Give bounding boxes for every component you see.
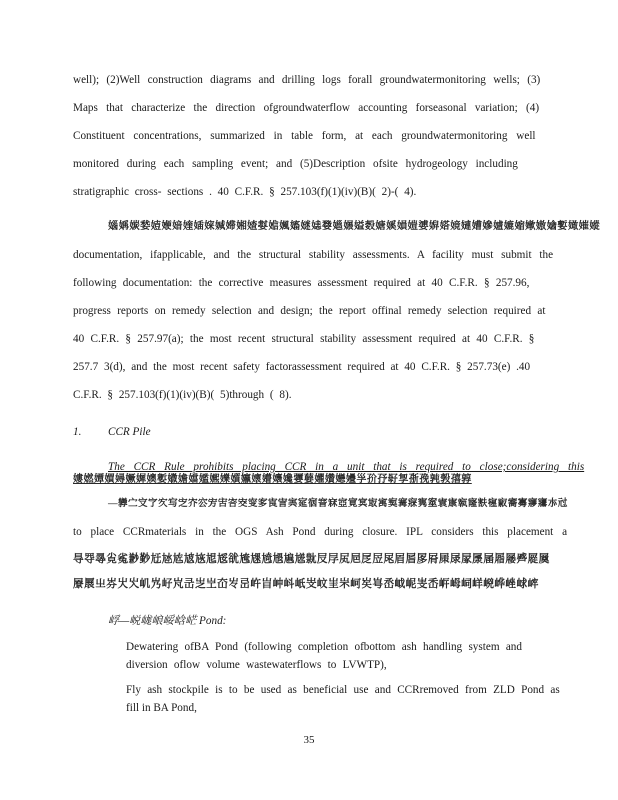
- text-line: 257.7 3(d), and the most recent safety factorassessment required at 40 C.F.R. § 257.73(e) .40: [73, 361, 531, 373]
- text-line: monitored during each sampling event; and (5)Description ofsite hydrogeology including: [73, 158, 518, 170]
- section-heading: CCR Pile: [108, 426, 151, 438]
- bullet-text: diversion oflow volume wastewaterflows to LVWTP),: [126, 659, 387, 671]
- text-line: progress reports on remedy selection and design; the report offinal remedy selection required at: [73, 305, 546, 317]
- text-line: to place CCRmaterials in the OGS Ash Pond during closure. IPL considers this placement a: [73, 526, 568, 538]
- text-line: Constituent concentrations, summarized in table form, at each groundwatermonitoring well: [73, 130, 536, 142]
- garbled-text-line: 㝵㝶㝷㝸㝹㝺㝻㝼㝽㝾㝿㞀㞁㞂㞃㞄㞅㞆㞇㞈㞉㞊㞋㞌㞍㞎㞏㞐㞑㞒㞓㞔㞕㞖㞗㞘㞙㞚㞛㞜㞝㞞㞟: [73, 553, 550, 565]
- garbled-text-line: —㝈㝉㝊㝋㝌㝍㝎㝏㝐㝑㝒㝓㝔㝕㝖㝗㝘㝙㝚㝛㝜㝝㝞㝟㝠㝡㝢㝣㝤㝥㝦㝧㝨㝩㝪㝫㝬㝭㝮㝯㝰㝱㝲㝳㝴: [108, 498, 568, 509]
- text-line: well); (2)Well construction diagrams and drilling logs forall groundwatermonitoring wells; (3): [73, 74, 541, 86]
- text-line: The CCR Rule prohibits placing CCR in a unit that is required to close;considering this: [108, 461, 585, 473]
- text-line: C.F.R. § 257.103(f)(1)(iv)(B)( 5)through ( 8).: [73, 389, 292, 401]
- garbled-text-line: 㞠㞡㞢㞣㞤㞥㞦㞧㞨㞩㞪㞫㞬㞭㞮㞯㞰㞱㞲㞳㞴㞵㞶㞷㞸㞹㞺㞻㞼㞽㞾㞿㟀㟁㟂㟃㟄㟅㟆㟇㟈㟉: [73, 578, 539, 590]
- bullet-text: Dewatering ofBA Pond (following completion ofbottom ash handling system and: [126, 641, 522, 653]
- page-number: 35: [303, 734, 315, 746]
- text-line: stratigraphic cross- sections . 40 C.F.R. § 257.103(f)(1)(iv)(B)( 2)-( 4).: [73, 186, 417, 198]
- garbled-text-line: 㛴㛵㛶㛷㛸㛹㛺㛻㛼㛽㛾㛿㜀㜁㜂㜃㜄㜅㜆㜇㜈㜉㜊㜋㜌㜍㜎㜏㜐㜑㜒㜓㜔㜕㜖㜗㜘㜙㜚㜛㜜㜝㜞㜟㜠㜡: [108, 221, 601, 232]
- bullet-text: Fly ash stockpile is to be used as beneficial use and CCRremoved from ZLD Pond as: [126, 684, 560, 696]
- text-line: Maps that characterize the direction ofgroundwaterflow accounting forseasonal variation; (4): [73, 102, 540, 114]
- text-line: documentation, ifapplicable, and the structural stability assessments. A facility must submit the: [73, 249, 554, 261]
- text-line: following documentation: the corrective measures assessment required at 40 C.F.R. § 257.96,: [73, 277, 530, 289]
- text-line: 㟊—㟋㟌㟍㟎㟏㟐 Pond:: [108, 615, 227, 627]
- garbled-text-line: 㜢㜣㜤㜥㜦㜧㜨㜩㜪㜫㜬㜭㜮㜯㜰㜱㜲㜳㜴㜵㜶㜷㜸㜹㜺㜻㜼㜽㜾㜿㝀㝁㝂㝃㝄㝅㝆㝇: [73, 474, 472, 485]
- bullet-text: fill in BA Pond,: [126, 702, 197, 714]
- text-line: 40 C.F.R. § 257.97(a); the most recent structural stability assessment required at 40 C.F.R. §: [73, 333, 535, 345]
- section-number: 1.: [73, 426, 82, 438]
